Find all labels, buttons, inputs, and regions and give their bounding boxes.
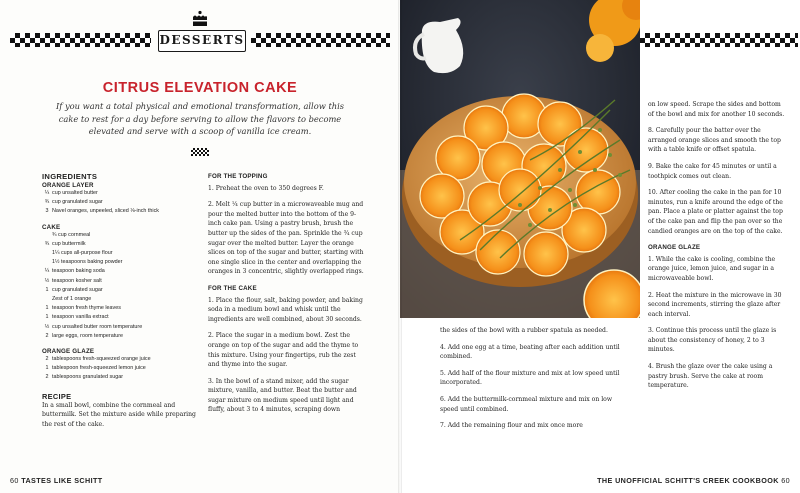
ingredient-item: 1½ teaspoons baking powder [52, 259, 123, 266]
ingredient-item: ¼ cup unsalted butter [44, 190, 98, 196]
glaze-step: 3. Continue this process until the glaze is about the consistency of honey, 2 to 3 minutes. [648, 327, 777, 354]
recipe-title: CITRUS ELEVATION CAKE [102, 80, 298, 96]
cake-photo [400, 0, 640, 318]
topping-step: 2. Melt ¼ cup butter in a microwaveable mug and pour the melted butter into the bottom of the 9-inch cake pan. Using a pastry brush, brush the butter up the sides of the pan. Sprinkle the ¾ cup sugar over the melted butter. Layer the orange slices on top of the sugar and butter, starting with one single slice in the center and overlapping the oranges in 3 concentric, slightly overlapped rings. [208, 201, 364, 276]
footer-right [597, 476, 790, 485]
cake-step: on low speed. Scrape the sides and bottom of the bowl and mix for another 10 seconds. [648, 101, 785, 118]
ingredient-item: 1 cup granulated sugar [45, 286, 103, 293]
cake-step: 7. Add the remaining flour and mix once more [440, 422, 583, 430]
directions-column-2 [440, 326, 625, 438]
cake-step: 6. Add the buttermilk-cornmeal mixture and mix on low speed until combined. [440, 395, 613, 413]
cake-step: 3. In the bowl of a stand mixer, add the sugar mixture, vanilla, and butter. Beat the butter and sugar mixture on medium speed until light and fluffy, about 3 to 4 minutes, scraping down [208, 377, 357, 414]
cake-step: the sides of the bowl with a rubber spatula as needed. [440, 327, 608, 334]
page-number-right: 60 [781, 476, 790, 485]
ingredient-item: 1 teaspoon fresh thyme leaves [45, 305, 121, 312]
ingredient-item: Zest of 1 orange [52, 296, 92, 303]
ingredient-group-title: ORANGE LAYER [42, 182, 94, 189]
checker-divider [191, 148, 209, 156]
topping-step: 1. Preheat the oven to 350 degrees F. [208, 184, 324, 192]
ingredient-item: ¾ cup cornmeal [52, 231, 91, 238]
directions-column-3 [648, 100, 788, 398]
cake-step: 9. Bake the cake for 45 minutes or until a toothpick comes out clean. [648, 162, 777, 180]
recipe-heading: RECIPE [42, 391, 72, 401]
ingredient-group-title: ORANGE GLAZE [42, 348, 95, 356]
cake-step: 10. After cooling the cake in the pan for 10 minutes, run a knife around the edge of the pan. Place a plate or platter against the top of the cake pan and flip the pan over so the candied oranges are on the top of the cake. [648, 189, 783, 235]
ingredient-item: 3 Navel oranges, unpeeled, sliced ⅛-inch thick [45, 208, 159, 215]
ingredient-item: 2 tablespoons granulated sugar [45, 374, 124, 381]
directions-column [208, 172, 368, 422]
book-gutter [398, 0, 402, 493]
book-title-left: TASTES LIKE SCHITT [21, 476, 103, 485]
section-badge: DESSERTS [158, 30, 246, 52]
ingredient-item: ¼ teaspoon baking soda [44, 268, 105, 275]
ingredient-item: 2 tablespoons fresh-squeezed orange juice [45, 356, 151, 363]
checker-strip-left [10, 33, 151, 47]
cake-step: 4. Add one egg at a time, beating after each addition until combined. [440, 343, 620, 361]
cake-step: 1. Place the flour, salt, baking powder, and baking soda in a medium bowl and whisk until the ingredients are well combined, about 30 seconds. [208, 296, 363, 323]
topping-heading: FOR THE TOPPING [208, 173, 268, 180]
ingredients-heading: INGREDIENTS [42, 172, 98, 181]
ingredients-column [42, 172, 202, 429]
cake-step: 8. Carefully pour the batter over the arranged orange slices and smooth the top with a table knife or offset spatula. [648, 127, 781, 154]
glaze-step: 4. Brush the glaze over the cake using a pastry brush. Serve the cake at room temperature. [648, 363, 773, 390]
cake-step: 2. Place the sugar in a medium bowl. Zest the orange on top of the sugar and add the thyme to this mixture. Using your fingertips, rub the zest and thyme into the sugar. [208, 332, 359, 369]
cake-heading: FOR THE CAKE [208, 284, 257, 292]
ingredient-item: 1¼ cups all-purpose flour [52, 250, 113, 257]
ingredient-item: 2 large eggs, room temperature [45, 332, 124, 339]
ingredient-item: ¾ cup buttermilk [44, 240, 86, 247]
glaze-heading: ORANGE GLAZE [648, 244, 701, 252]
book-title-right: THE UNOFFICIAL SCHITT'S CREEK COOKBOOK [597, 476, 779, 485]
recipe-text: In a small bowl, combine the cornmeal and buttermilk. Set the mixture aside while preparing the rest of the cake. [42, 401, 196, 428]
footer-left [10, 476, 103, 485]
ingredient-item: 1 teaspoon vanilla extract [45, 314, 109, 321]
cake-step: 5. Add half of the flour mixture and mix at low speed until incorporated. [440, 369, 620, 387]
ingredient-item: ¾ cup granulated sugar [44, 199, 103, 206]
glaze-step: 1. While the cake is cooling, combine the orange juice, lemon juice, and sugar in a microwaveable bowl. [648, 255, 776, 282]
ingredient-item: ½ teaspoon kosher salt [44, 277, 102, 284]
recipe-intro: If you want a total physical and emotional transformation, allow this cake to rest for a day before serving to allow the flavors to become elevated and serve with a scoop of vanilla ice cream. [55, 101, 345, 136]
page-number-left: 60 [10, 476, 19, 485]
right-page [400, 0, 800, 493]
checker-strip-page-right [640, 33, 798, 47]
ingredient-group-title: CAKE [42, 223, 61, 231]
ingredient-item: ½ cup unsalted butter room temperature [44, 323, 143, 330]
cake-icon [190, 10, 210, 28]
checker-strip-right [251, 33, 390, 47]
ingredient-item: 1 tablespoon fresh-squeezed lemon juice [45, 365, 146, 372]
glaze-step: 2. Heat the mixture in the microwave in 30 second increments, stirring the glaze after each interval. [648, 291, 782, 318]
